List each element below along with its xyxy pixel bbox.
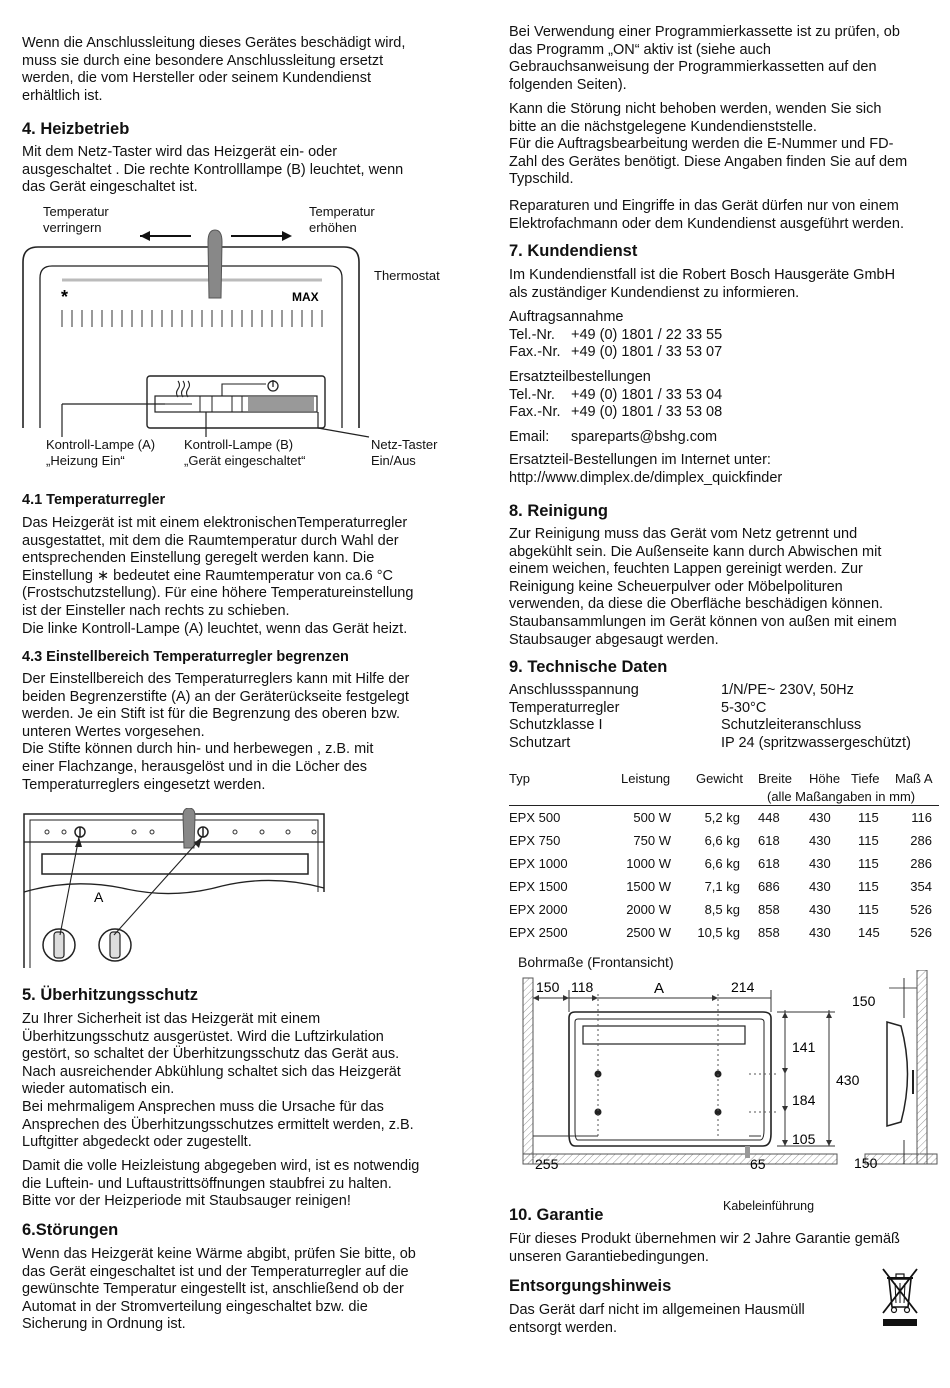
col-header-typ: Typ xyxy=(509,771,530,786)
section-5-title: 5. Überhitzungsschutz xyxy=(22,986,199,1004)
parts-phone: Tel.-Nr. +49 (0) 1801 / 33 53 04 xyxy=(509,386,723,403)
lamp-a-label: Kontroll-Lampe (A) „Heizung Ein“ xyxy=(46,437,156,468)
email-line: Email: spareparts@bshg.com xyxy=(509,429,718,445)
quickfinder-link[interactable]: http://www.dimplex.de/dimplex_quickfinder xyxy=(509,469,783,486)
intro-text: Wenn die Anschlussleitung dieses Gerätes beschädigt wird, muss sie durch eine besondere Anschlussleitung ersetzt werden, die vom Hersteller oder seinem Kundendienst erhältlich ist. xyxy=(22,35,406,104)
spec-row: Anschlussspannung 1/N/PE~ 230V, 50Hz xyxy=(509,682,854,698)
cable-entry-label: Kabeleinführung xyxy=(723,1199,815,1213)
spec-row: Schutzklasse I Schutzleiteranschluss xyxy=(509,717,862,734)
crossed-bin-icon xyxy=(879,1265,921,1329)
col-header-leistung: Leistung xyxy=(621,771,671,786)
service-text: Kann die Störung nicht behoben werden, wenden Sie sich bitte an die nächstgelegene Kundendienststelle. Für die Auftragsbearbeitung werden die E-Nummer und FD- Zahl des Gerätes benötigt. Diese Angaben finden Sie auf dem Typschild. xyxy=(509,101,908,188)
dim-141: 141 xyxy=(792,1039,816,1055)
parts-fax: Fax.-Nr. +49 (0) 1801 / 33 53 08 xyxy=(509,404,723,421)
dim-184: 184 xyxy=(792,1092,816,1108)
limiter-pins-figure xyxy=(22,808,332,976)
section-10-text: Für dieses Produkt übernehmen wir 2 Jahre Garantie gemäß unseren Garantiebedingungen. xyxy=(509,1231,900,1265)
table-row: EPX 1500 1500 W 7,1 kg 686 430 115 354 xyxy=(509,879,932,894)
thermostat-figure xyxy=(22,200,462,475)
table-row: EPX 500 500 W 5,2 kg 448 430 115 116 xyxy=(509,810,932,825)
table-note: (alle Maßangaben in mm) xyxy=(767,789,916,804)
dim-65: 65 xyxy=(750,1156,766,1172)
cassette-text: Bei Verwendung einer Programmierkassette ist zu prüfen, ob das Programm „ON“ aktiv ist (siehe auch Gebrauchsanweisung der Programmierkassetten auf den folgenden Seiten). xyxy=(509,24,900,93)
spec-row: Temperaturregler 5-30°C xyxy=(509,699,767,716)
disposal-text: Das Gerät darf nicht im allgemeinen Hausmüll entsorgt werden. xyxy=(509,1302,805,1336)
dim-150-top: 150 xyxy=(852,993,876,1009)
col-header-gewicht: Gewicht xyxy=(696,771,743,786)
table-row: EPX 750 750 W 6,6 kg 618 430 115 286 xyxy=(509,833,932,848)
section-41-title: 4.1 Temperaturregler xyxy=(22,492,166,508)
section-43-text: Der Einstellbereich des Temperaturreglers kann mit Hilfe der beiden Begrenzerstifte (A) an der Geräterückseite festgelegt werden. Je ein Stift ist für die Begrenzung des oberen bzw. unteren Wertes vorgesehen. Die Stifte können durch hin- und herbewegen , z.B. mit einer Flachzange, herausgelöst und in die Löcher des Temperaturreglers eingesetzt werden. xyxy=(22,671,410,793)
section-9-title: 9. Technische Daten xyxy=(509,658,668,676)
disposal-title: Entsorgungshinweis xyxy=(509,1277,672,1295)
section-10-title: 10. Garantie xyxy=(509,1206,604,1224)
thermostat-drawing xyxy=(22,200,462,475)
order-contact-title: Auftragsannahme xyxy=(509,309,624,325)
dim-150-bottom: 150 xyxy=(854,1155,878,1171)
dim-105: 105 xyxy=(792,1131,816,1147)
section-41-text: Das Heizgerät ist mit einem elektronischenTemperaturregler ausgestattet, mit dem die Raumtemperatur durch Wahl der entsprechenden Einstellung geregelt werden kann. Die Einstellung ∗ bedeutet eine Raumtemperatur von ca.6 °C (Frostschutzstellung). Für eine höhere Temperatureinstellung ist der Einsteller nach rechts zu schieben. Die linke Kontroll-Lampe (A) leuchtet, wenn das Gerät heizt. xyxy=(22,515,414,637)
section-8-text: Zur Reinigung muss das Gerät vom Netz getrennt und abgekühlt sein. Die Außenseite kann durch Abwischen mit einem weichen, feuchten Lappen gereinigt werden. Zur Reinigung keine Scheuerpulver oder Möbelpolituren verwenden, da diese die Oberfläche beschädigen können. Staubansammlungen im Gerät können von außen mit einem Staubsauger abgesaugt werden. xyxy=(509,526,897,648)
section-43-title: 4.3 Einstellbereich Temperaturregler begrenzen xyxy=(22,649,349,665)
email-link[interactable]: spareparts@bshg.com xyxy=(571,429,718,445)
model-table xyxy=(509,770,947,950)
drill-drawing xyxy=(509,970,947,1210)
section-5-text-1: Zu Ihrer Sicherheit ist das Heizgerät mit einem Überhitzungsschutz ausgerüstet. Wird die Luftzirkulation gestört, so schaltet der Überhitzungsschutz das Gerät aus. Nach ausreichender Abkühlung schaltet sich das Heizgerät wieder automatisch ein. Bei mehrmaligem Ansprechen muss die Ursache für das Ansprechen des Überhitzungsschutzes ermittelt werden, z.B. Luftgitter abgedeckt oder zugestellt. xyxy=(22,1011,414,1151)
dim-430: 430 xyxy=(836,1072,860,1088)
section-8-title: 8. Reinigung xyxy=(509,502,608,520)
max-label: MAX xyxy=(292,290,319,304)
section-6-text: Wenn das Heizgerät keine Wärme abgibt, prüfen Sie bitte, ob das Gerät eingeschaltet ist und der Temperaturregler auf die gewünschte Temperatur eingestellt ist, anschließend ob der Automat in der Stromverteilung eingeschaltet bzw. die Sicherung in Ordnung ist. xyxy=(22,1246,416,1333)
table-row: EPX 1000 1000 W 6,6 kg 618 430 115 286 xyxy=(509,856,932,871)
col-header-mass-a: Maß A xyxy=(895,771,933,786)
power-button-label: Netz-Taster Ein/Aus xyxy=(371,437,438,468)
temp-up-label: Temperatur erhöhen xyxy=(309,204,375,235)
table-row: EPX 2000 2000 W 8,5 kg 858 430 115 526 xyxy=(509,902,932,917)
dim-255: 255 xyxy=(535,1156,559,1172)
table-divider xyxy=(509,805,939,806)
limiter-pins-drawing xyxy=(22,808,332,976)
thermostat-label: Thermostat xyxy=(374,268,440,283)
section-7-title: 7. Kundendienst xyxy=(509,242,638,260)
spec-row: Schutzart IP 24 (spritzwassergeschützt) xyxy=(509,734,911,751)
internet-text: Ersatzteil-Bestellungen im Internet unter: http://www.dimplex.de/dimplex_quickfinder xyxy=(509,452,783,486)
dim-150-left: 150 xyxy=(536,979,560,995)
section-7-text: Im Kundendienstfall ist die Robert Bosch Hausgeräte GmbH als zuständiger Kundendienst zu informieren. xyxy=(509,267,896,301)
drill-figure xyxy=(509,970,947,1213)
order-contact-block xyxy=(509,309,722,362)
lamp-b-label: Kontroll-Lampe (B) „Gerät eingeschaltet“ xyxy=(184,437,306,468)
col-header-tiefe: Tiefe xyxy=(851,771,880,786)
section-5-text-2: Damit die volle Heizleistung abgegeben wird, ist es notwendig die Luftein- und Luftaustrittsöffnungen staubfrei zu halten. Bitte vor der Heizperiode mit Staubsauger reinigen! xyxy=(22,1158,420,1210)
temp-down-label: Temperatur verringern xyxy=(43,204,109,235)
section-4-text: Mit dem Netz-Taster wird das Heizgerät ein- oder ausgeschaltet . Die rechte Kontrolllampe (B) leuchtet, wenn das Gerät eingeschaltet ist. xyxy=(22,144,404,196)
spec-list xyxy=(509,682,947,752)
parts-contact-title: Ersatzteilbestellungen xyxy=(509,369,651,385)
dim-214: 214 xyxy=(731,979,755,995)
order-fax: Fax.-Nr. +49 (0) 1801 / 33 53 07 xyxy=(509,344,723,361)
pin-label-a: A xyxy=(94,889,104,905)
section-6-title: 6.Störungen xyxy=(22,1221,119,1239)
parts-contact-block xyxy=(509,369,722,422)
col-header-hoehe: Höhe xyxy=(809,771,841,786)
repairs-text: Reparaturen und Eingriffe in das Gerät dürfen nur von einem Elektrofachmann oder dem Kundendienst ausgeführt werden. xyxy=(509,198,904,232)
table-row: EPX 2500 2500 W 10,5 kg 858 430 145 526 xyxy=(509,925,932,940)
dim-118: 118 xyxy=(571,979,594,995)
drill-title: Bohrmaße (Frontansicht) xyxy=(518,954,674,970)
col-header-breite: Breite xyxy=(758,771,792,786)
frost-symbol: * xyxy=(61,287,69,307)
dim-a: A xyxy=(654,980,665,997)
order-phone: Tel.-Nr. +49 (0) 1801 / 22 33 55 xyxy=(509,326,723,343)
section-4-title: 4. Heizbetrieb xyxy=(22,120,130,138)
